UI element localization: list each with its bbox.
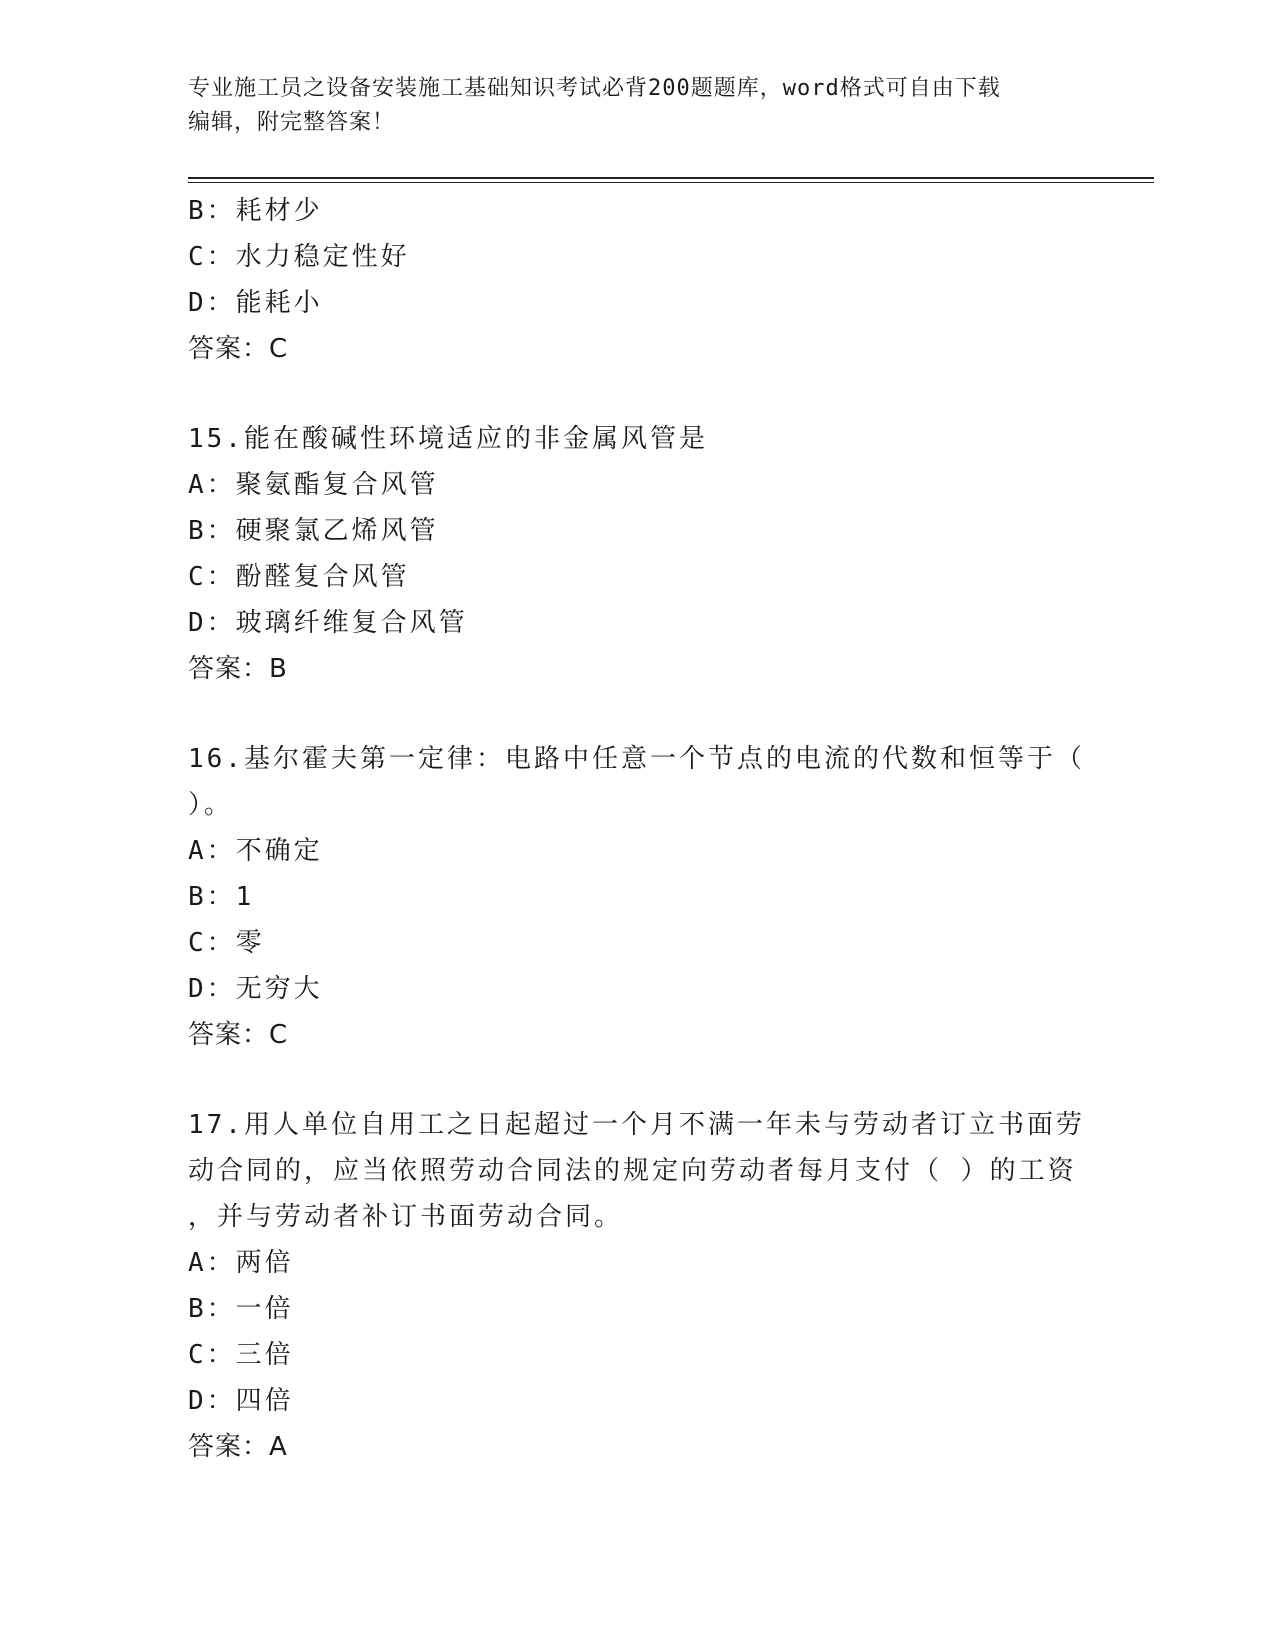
answer-line: 答案：B bbox=[188, 654, 288, 684]
question-15 bbox=[188, 416, 1088, 692]
question-text: 16.基尔霍夫第一定律：电路中任意一个节点的电流的代数和恒等于（ ）。 bbox=[188, 744, 1085, 820]
option-d: D：无穷大 bbox=[188, 974, 323, 1004]
option-d: D：能耗小 bbox=[188, 288, 323, 318]
option-c: C：水力稳定性好 bbox=[188, 242, 410, 272]
header-divider-thick bbox=[188, 177, 1154, 179]
header-divider-thin bbox=[188, 182, 1154, 183]
option-c: C：零 bbox=[188, 928, 265, 958]
carryover-question bbox=[188, 188, 1088, 372]
option-d: D：玻璃纤维复合风管 bbox=[188, 608, 468, 638]
header-line-2: 编辑，附完整答案！ bbox=[188, 110, 396, 135]
option-a: A：两倍 bbox=[188, 1248, 294, 1278]
question-17 bbox=[188, 1102, 1088, 1470]
question-text: 17.用人单位自用工之日起超过一个月不满一年未与劳动者订立书面劳 动合同的，应当依照劳动合同法的规定向劳动者每月支付（ ）的工资 ，并与劳动者补订书面劳动合同。 bbox=[188, 1110, 1085, 1232]
option-d: D：四倍 bbox=[188, 1386, 294, 1416]
answer-line: 答案：C bbox=[188, 334, 289, 364]
option-b: B：一倍 bbox=[188, 1294, 294, 1324]
answer-line: 答案：A bbox=[188, 1432, 288, 1462]
question-text: 15.能在酸碱性环境适应的非金属风管是 bbox=[188, 424, 708, 454]
question-16 bbox=[188, 736, 1088, 1058]
answer-line: 答案：C bbox=[188, 1020, 289, 1050]
document-header bbox=[188, 72, 1068, 140]
option-b: B：1 bbox=[188, 882, 255, 912]
option-c: C：三倍 bbox=[188, 1340, 294, 1370]
option-a: A：不确定 bbox=[188, 836, 323, 866]
option-b: B：硬聚氯乙烯风管 bbox=[188, 516, 439, 546]
document-body bbox=[188, 188, 1088, 1470]
header-line-1: 专业施工员之设备安装施工基础知识考试必背200题题库，word格式可自由下载 bbox=[188, 76, 1001, 101]
option-c: C：酚醛复合风管 bbox=[188, 562, 410, 592]
option-a: A：聚氨酯复合风管 bbox=[188, 470, 439, 500]
option-b: B：耗材少 bbox=[188, 196, 323, 226]
